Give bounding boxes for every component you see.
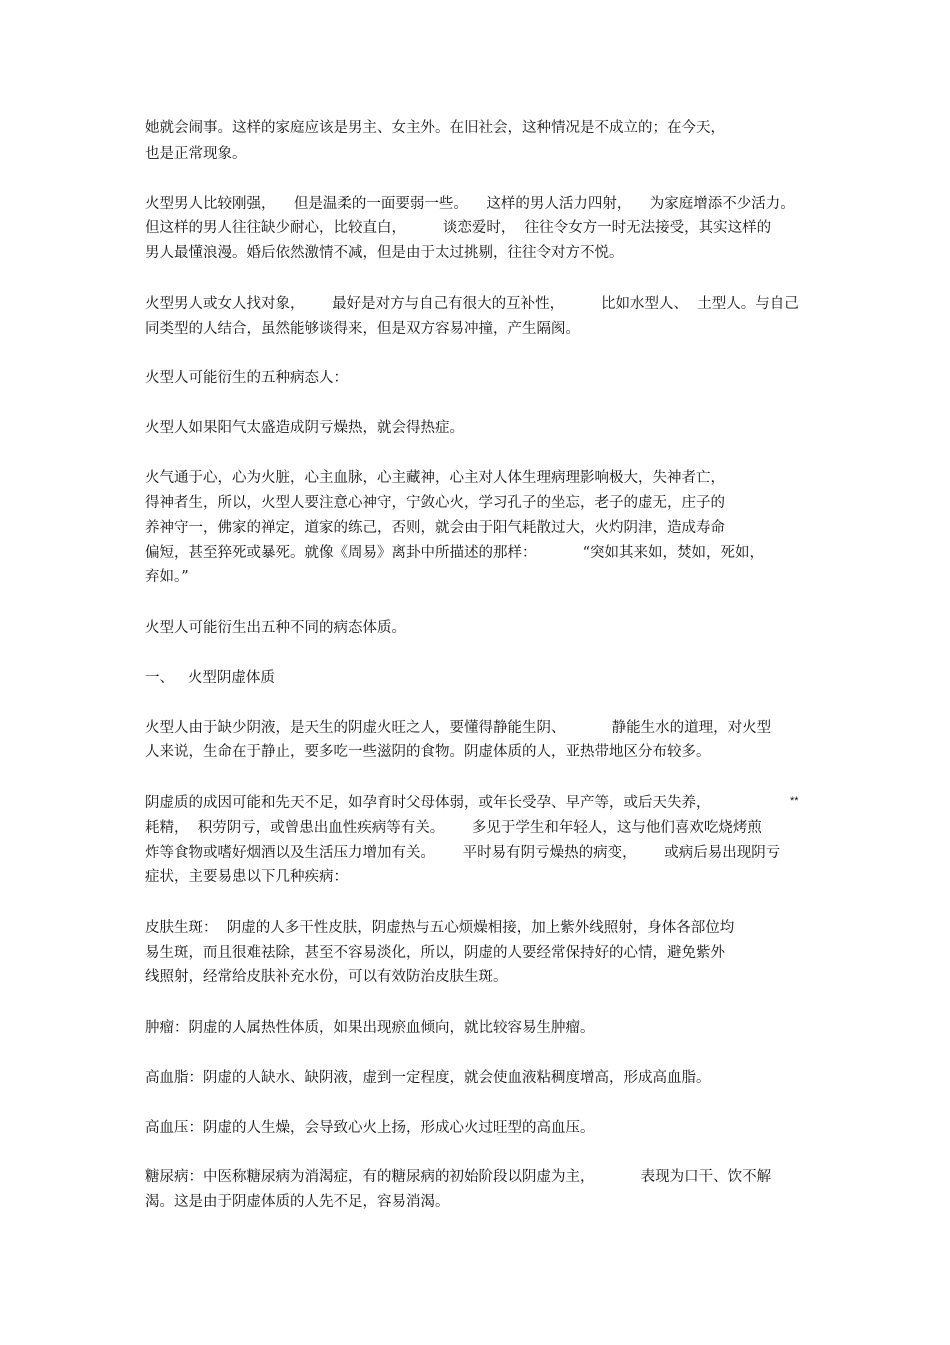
text-line: 人来说，生命在于静止，要多吃一些滋阴的食物。阴虚体质的人，亚热带地区分布较多。 [145, 744, 711, 760]
text-line: 炸等食物或嗜好烟酒以及生活压力增加有关。 平时易有阴亏燥热的病变， 或病后易出现阴亏 [145, 845, 781, 861]
text-line: 耗精， 积劳阴亏，或曾患出血性疾病等有关。 多见于学生和年轻人，这与他们喜欢吃烧烤煎 [145, 820, 762, 836]
text-line: 皮肤生斑： 阴虚的人多干性皮肤，阴虚热与五心烦燥相接，加上紫外线照射，身体各部位均 [145, 920, 735, 936]
text-line: 火型人可能衍生出五种不同的病态体质。 [145, 620, 406, 636]
text-line: 肿瘤：阴虚的人属热性体质，如果出现瘀血倾向，就比较容易生肿瘤。 [145, 1020, 595, 1036]
text-line: 症状，主要易患以下几种疾病： [145, 869, 348, 885]
text-line: 火型人如果阳气太盛造成阴亏燥热，就会得热症。 [145, 420, 464, 436]
text-line: 火气通于心，心为火脏，心主血脉，心主藏神，心主对人体生理病理影响极大，失神者亡， [145, 470, 725, 486]
text-line: 糖尿病：中医称糖尿病为消渴症，有的糖尿病的初始阶段以阴虚为主， 表现为口干、饮不解 [145, 1169, 772, 1185]
text-line: 得神者生，所以，火型人要注意心神守，宁敛心火，学习孔子的坐忘，老子的虚无，庄子的 [145, 495, 725, 511]
text-line: 但这样的男人往往缺少耐心，比较直白， 谈恋爱时， 往往令女方一时无法接受，其实这样的 [145, 220, 772, 236]
section-heading: 一、 火型阴虚体质 [145, 670, 275, 686]
text-line: 阴虚质的成因可能和先天不足，如孕育时父母体弱，或年长受孕、早产等，或后天失养， [145, 795, 711, 811]
text-line: 同类型的人结合，虽然能够谈得来，但是双方容易冲撞，产生隔阂。 [145, 321, 580, 337]
footnote-stars: ** [790, 795, 799, 807]
text-line: 她就会闹事。这样的家庭应该是男主、女主外。在旧社会，这种情况是不成立的；在今天， [145, 120, 725, 136]
text-line: 男人最懂浪漫。婚后依然激情不减，但是由于太过挑剔，往往令对方不悦。 [145, 245, 624, 261]
text-line: 易生斑，而且很难祛除，甚至不容易淡化，所以，阴虚的人要经常保持好的心情，避免紫外 [145, 945, 725, 961]
text-line: 偏短，甚至猝死或暴死。就像《周易》离卦中所描述的那样： “突如其来如，焚如，死如， [145, 545, 765, 561]
text-line: 弃如。” [145, 569, 189, 585]
text-line: 线照射，经常给皮肤补充水份，可以有效防治皮肤生斑。 [145, 969, 508, 985]
text-line: 也是正常现象。 [145, 146, 247, 162]
text-line: 高血脂：阴虚的人缺水、缺阴液，虚到一定程度，就会使血液粘稠度增高，形成高血脂。 [145, 1070, 711, 1086]
text-line: 渴。这是由于阴虚体质的人先不足，容易消渴。 [145, 1194, 450, 1210]
section-heading: 火型人可能衍生的五种病态人： [145, 370, 348, 386]
text-line: 火型男人比较刚强， 但是温柔的一面要弱一些。 这样的男人活力四射， 为家庭增添不少活力。 [145, 196, 795, 212]
text-line: 高血压：阴虚的人生燥，会导致心火上扬，形成心火过旺型的高血压。 [145, 1120, 595, 1136]
text-line: 火型男人或女人找对象， 最好是对方与自己有很大的互补性， 比如水型人、 土型人。与自己 [145, 296, 799, 312]
text-line: 养神守一，佛家的禅定，道家的练己，否则，就会由于阳气耗散过大，火灼阴津，造成寿命 [145, 520, 725, 536]
text-line: 火型人由于缺少阴液，是天生的阴虚火旺之人，要懂得静能生阴、 静能生水的道理，对火型 [145, 720, 772, 736]
